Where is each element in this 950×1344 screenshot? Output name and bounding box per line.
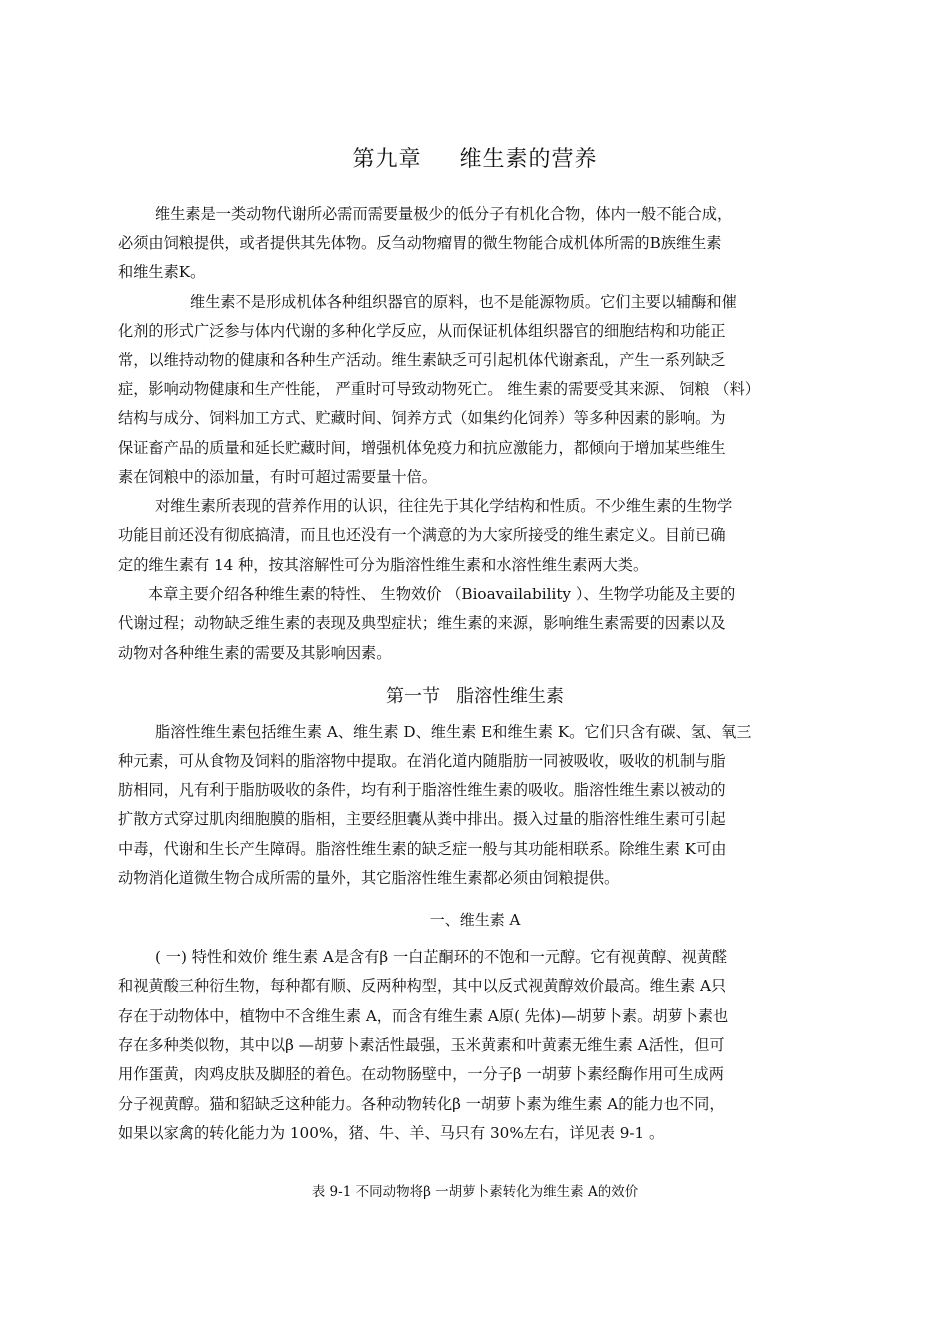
body-text-line: 对维生素所表现的营养作用的认识，往往先于其化学结构和性质。不少维生素的生物学 [155, 497, 733, 515]
body-text-line: 素在饲粮中的添加量，有时可超过需要量十倍。 [118, 468, 437, 486]
body-text-line: 用作蛋黄，肉鸡皮肤及脚胫的着色。在动物肠壁中，一分子β 一胡萝卜素经酶作用可生成两 [118, 1065, 724, 1083]
body-text-line: 保证畜产品的质量和延长贮藏时间，增强机体免疫力和抗应激能力，都倾向于增加某些维生 [118, 439, 726, 457]
body-text-line: 常，以维持动物的健康和各种生产活动。维生素缺乏可引起机体代谢紊乱，产生一系列缺乏 [118, 351, 726, 369]
body-text-line: 化剂的形式广泛参与体内代谢的多种化学反应，从而保证机体组织器官的细胞结构和功能正 [118, 322, 726, 340]
body-text-line: 脂溶性维生素包括维生素 A、维生素 D、维生素 E和维生素 K。它们只含有碳、氢、氧三 [155, 723, 752, 741]
body-text-line: 必须由饲粮提供，或者提供其先体物。反刍动物瘤胃的微生物能合成机体所需的B族维生素 [118, 234, 722, 252]
chapter-title [0, 142, 950, 173]
chapter-number: 第九章 [352, 147, 422, 172]
body-text-line: 结构与成分、饲料加工方式、贮藏时间、饲养方式（如集约化饲养）等多种因素的影响。为 [118, 409, 726, 427]
section-name: 脂溶性维生素 [456, 686, 564, 707]
body-text-line: 功能目前还没有彻底搞清，而且也还没有一个满意的为大家所接受的维生素定义。目前已确 [118, 526, 726, 544]
body-text-line: 存在多种类似物，其中以β —胡萝卜素活性最强，玉米黄素和叶黄素无维生素 A活性，但可 [118, 1036, 725, 1054]
body-text-line: 分子视黄醇。猫和貂缺乏这种能力。各种动物转化β 一胡萝卜素为维生素 A的能力也不同， [118, 1095, 725, 1113]
body-text-line: 维生素不是形成机体各种组织器官的原料，也不是能源物质。它们主要以辅酶和催 [190, 293, 737, 311]
body-text-line: 动物消化道微生物合成所需的量外，其它脂溶性维生素都必须由饲粮提供。 [118, 869, 620, 887]
body-text-line: 扩散方式穿过肌肉细胞膜的脂相，主要经胆囊从粪中排出。摄入过量的脂溶性维生素可引起 [118, 810, 726, 828]
body-text-line: 种元素，可从食物及饲料的脂溶物中提取。在消化道内随脂肪一同被吸收，吸收的机制与脂 [118, 752, 726, 770]
chapter-name: 维生素的营养 [459, 147, 598, 172]
body-text-line: 本章主要介绍各种维生素的特性、 生物效价 （Bioavailability ）、生物学功能及主要的 [148, 585, 736, 603]
body-text-line: 存在于动物体中，植物中不含维生素 A，而含有维生素 A原( 先体)—胡萝卜素。胡萝卜素也 [118, 1007, 729, 1025]
body-text-line: ( 一) 特性和效价 维生素 A是含有β 一白芷酮环的不饱和一元醇。它有视黄醇、视黄醛 [155, 948, 728, 966]
body-text-line: 代谢过程；动物缺乏维生素的表现及典型症状；维生素的来源，影响维生素需要的因素以及 [118, 614, 726, 632]
body-text-line: 肪相同，凡有利于脂肪吸收的条件，均有利于脂溶性维生素的吸收。脂溶性维生素以被动的 [118, 781, 726, 799]
section-number: 第一节 [386, 686, 440, 707]
body-text-line: 中毒，代谢和生长产生障碍。脂溶性维生素的缺乏症一般与其功能相联系。除维生素 K可由 [118, 840, 727, 858]
body-text-line: 动物对各种维生素的需要及其影响因素。 [118, 644, 392, 662]
body-text-line: 和维生素K。 [118, 263, 206, 281]
body-text-line: 症，影响动物健康和生产性能， 严重时可导致动物死亡。 维生素的需要受其来源、 饲粮 （料） [118, 380, 760, 398]
body-text-line: 维生素是一类动物代谢所必需而需要量极少的低分子有机化合物，体内一般不能合成， [155, 205, 733, 223]
section-title [0, 682, 950, 708]
body-text-line: 如果以家禽的转化能力为 100%，猪、牛、羊、马只有 30%左右，详见表 9-1 。 [118, 1124, 665, 1142]
body-text-line: 定的维生素有 14 种，按其溶解性可分为脂溶性维生素和水溶性维生素两大类。 [118, 556, 649, 574]
table-caption: 表 9-1 不同动物将β 一胡萝卜素转化为维生素 A的效价 [311, 1184, 639, 1200]
subsection-title: 一、维生素 A [429, 911, 521, 929]
body-text-line: 和视黄酸三种衍生物，每种都有顺、反两种构型，其中以反式视黄醇效价最高。维生素 A只 [118, 977, 727, 995]
